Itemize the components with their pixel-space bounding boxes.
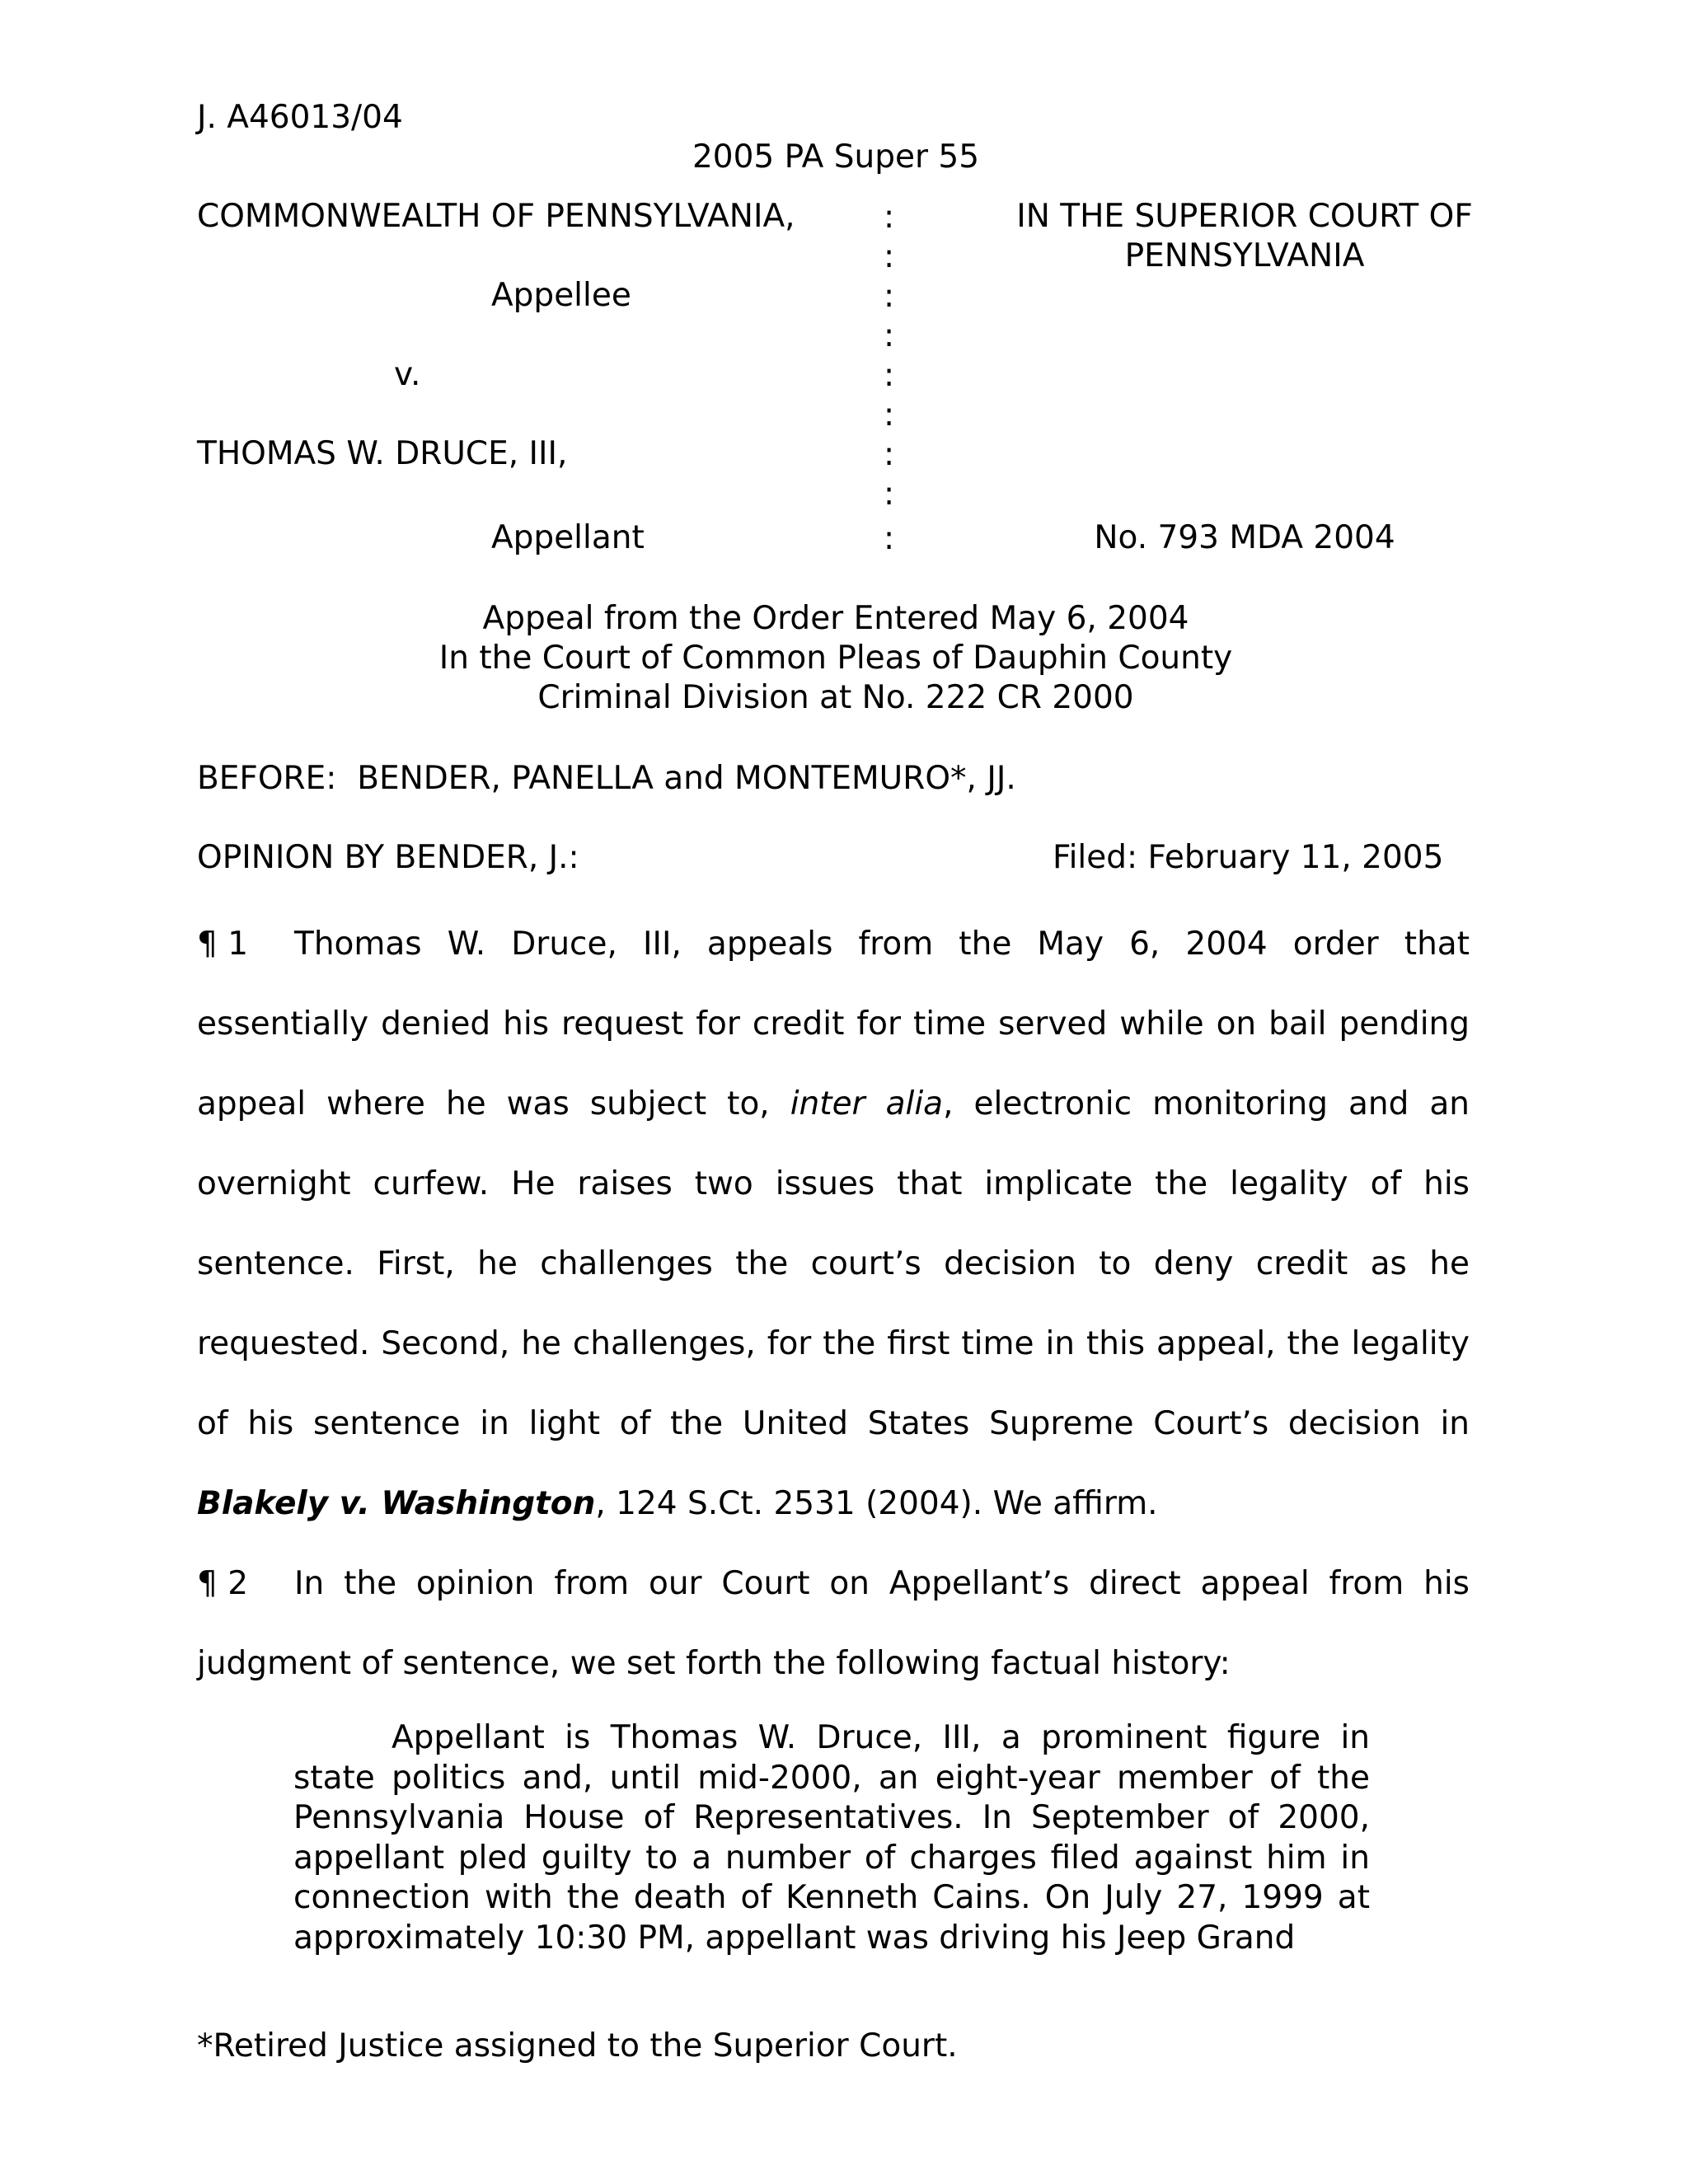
plaintiff-role: Appellee — [491, 277, 631, 314]
versus: v. — [394, 356, 421, 393]
italic-term: inter alia — [790, 1085, 944, 1122]
colon: : — [884, 278, 895, 315]
paragraph-marker: ¶ 1 — [197, 926, 249, 963]
docket-code: J. A46013/04 — [197, 99, 403, 136]
appeal-line2: In the Court of Common Pleas of Dauphin County — [438, 640, 1233, 677]
filed-date: Filed: February 11, 2005 — [1053, 839, 1444, 876]
appeal-line1: Appeal from the Order Entered May 6, 2004 — [482, 600, 1189, 637]
colon: : — [884, 396, 895, 434]
block-quote: Appellant is Thomas W. Druce, III, a prominent figure in state politics and, until mid-2000, an eight-year member of the Pennsylvania House of Representatives. In September of 2000, appellant pled guilty to a number of charges filed against him in connection with the death of Kenneth Cains. On July 27, 1999 at approximately 10:30 PM, appellant was driving his Jeep Grand — [293, 1719, 1370, 1957]
colon: : — [884, 476, 895, 513]
panel-judges: BEFORE: BENDER, PANELLA and MONTEMURO*, JJ. — [197, 760, 1016, 797]
opinion-body — [197, 904, 1470, 1704]
case-number: No. 793 MDA 2004 — [1094, 519, 1395, 556]
colon: : — [884, 520, 895, 557]
court-name-line1: IN THE SUPERIOR COURT OF — [1016, 198, 1473, 235]
court-name-line2: PENNSYLVANIA — [1124, 237, 1365, 274]
case-citation: Blakely v. Washington — [197, 1485, 596, 1522]
citation: 2005 PA Super 55 — [692, 138, 980, 176]
paragraph-1: ¶ 1 Thomas W. Druce, III, appeals from the May 6, 2004 order that essentially denied his request for credit for time served while on bail pending appeal where he was subject to, inter alia, electronic monitoring and an overnight curfew. He raises two issues that implicate the legality of his sentence. First, he challenges the court’s decision to deny credit as he requested. Second, he challenges, for the first time in this appeal, the legality of his sentence in light of the United States Supreme Court’s decision in Blakely v. Washington, 124 S.Ct. 2531 (2004). We affirm. — [197, 904, 1470, 1544]
opinion-author: OPINION BY BENDER, J.: — [197, 839, 579, 876]
paragraph-2: ¶ 2 In the opinion from our Court on Appellant’s direct appeal from his judgment of sentence, we set forth the following factual history: — [197, 1544, 1470, 1704]
defendant-name: THOMAS W. DRUCE, III, — [197, 435, 568, 472]
colon: : — [884, 317, 895, 354]
footnote: *Retired Justice assigned to the Superior Court. — [197, 2027, 958, 2064]
appeal-line3: Criminal Division at No. 222 CR 2000 — [537, 679, 1134, 716]
plaintiff-name: COMMONWEALTH OF PENNSYLVANIA, — [197, 198, 795, 235]
colon: : — [884, 199, 895, 236]
defendant-role: Appellant — [491, 519, 645, 556]
paragraph-marker: ¶ 2 — [197, 1565, 249, 1602]
caption-divider — [884, 198, 908, 559]
colon: : — [884, 357, 895, 394]
colon: : — [884, 436, 895, 473]
colon: : — [884, 238, 895, 275]
